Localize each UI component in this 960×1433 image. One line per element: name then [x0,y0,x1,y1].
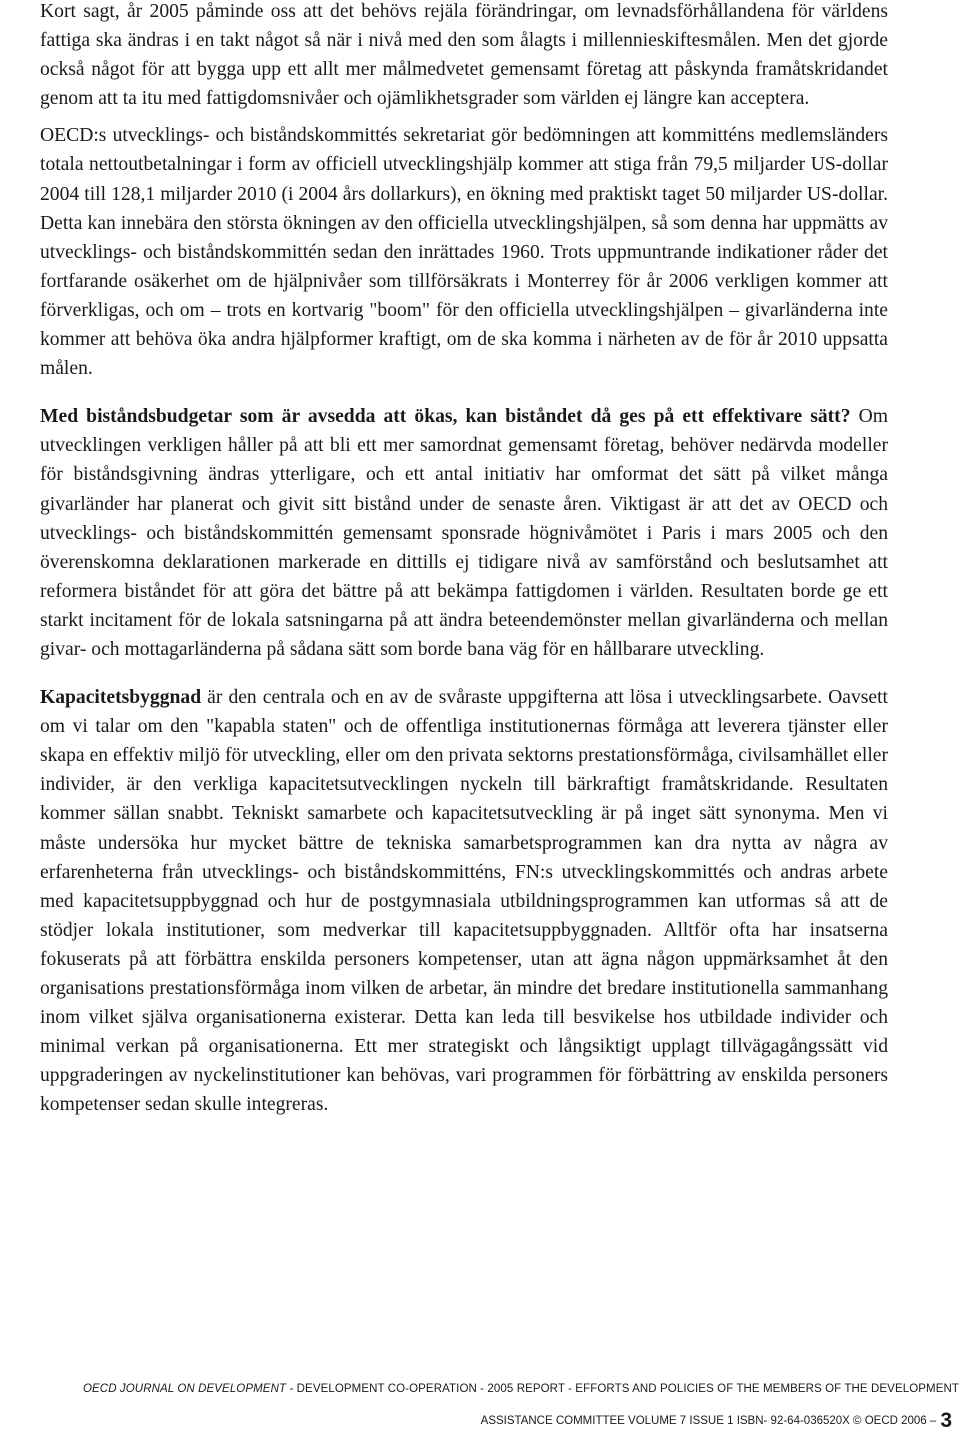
paragraph-lead-aid-effectiveness: Med biståndsbudgetar som är avsedda att ökas, kan biståndet då ges på ett effektivare sätt? [40,406,851,428]
page-footer-line-1 [0,1383,960,1395]
paragraph-capacity-building [40,683,888,1119]
page-number: 3 [940,1409,952,1432]
paragraph-lead-capacity-building: Kapacitetsbyggnad [40,687,202,709]
footer-journal-name: OECD JOURNAL ON DEVELOPMENT - [82,1383,294,1395]
page-footer-line-2 [0,1409,960,1433]
paragraph-body-aid-effectiveness: Om utvecklingen verkligen håller på att bli ett mer samordnat gemensamt företag, behöver nedärvda modeller för biståndsgivning ändras ytterligare, och ett antal initiativ har omformat det sätt på vilket många givarländer har planerat och givit sitt bistånd under de senaste åren. Viktigast är att det av OECD och utvecklings- och biståndskommittén gemensamt sponsrade högnivåmötet i Paris i mars 2005 och den överenskomna deklarationen markerade en dittills ej tidigare nivå av samförstånd och beslutsamhet att reformera biståndet för att göra det bättre på att bekämpa fattigdomen i världen. Resultaten borde ge ett starkt incitament för de lokala satsningarna på att ändra beteendemönster mellan givarländerna och mellan givar- och mottagarländerna på sådana sätt som borde bana väg för en hållbarare utveckling. [40,406,888,660]
paragraph-body-capacity-building: är den centrala och en av de svåraste uppgifterna att lösa i utvecklingsarbete. Oavsett om vi talar om den "kapabla staten" och de offentliga institutionernas förmåga att leverera tjänster eller skapa en effektiv miljö för utveckling, eller om den privata sektorns prestationsförmåga, civilsamhället eller individer, är den verkliga kapacitetsutvecklingen nyckeln till bärkraftigt framåtskridande. Resultaten kommer sällan snabbt. Tekniskt samarbete och kapacitetsutveckling är på inget sätt synonyma. Men vi måste undersöka hur mycket bättre de tekniska samarbetsprogrammen kan dra nytta av några av erfarenheterna från utvecklings- och biståndskommitténs, FN:s utvecklingskommittés och andras arbete med kapacitetsuppbyggnad och hur de postgymnasiala utbildningsprogrammen kan utformas så att de stödjer lokala institutioner, som medverkar till kapacitetsuppbyggnaden. Alltför ofta har insatserna fokuserats på att förbättra enskilda personers kompetenser, utan att ägna någon uppmärksamhet åt den organisations prestationsförmåga inom vilken de arbetar, än mindre det bredare institutionella sammanhang inom vilket själva organisationerna existerar. Detta kan leda till besvikelse hos utbildade individer och minimal verkan på organisationerna. Ett mer strategiskt och långsiktigt upplagt tillvägagångssätt vid uppgraderingen av nyckelinstitutioner kan behövas, vari programmen för förbättring av enskilda personers kompetenser sedan skulle integreras. [40,687,888,1116]
footer-report-title: DEVELOPMENT CO-OPERATION - 2005 REPORT - EFFORTS AND POLICIES OF THE MEMBERS OF THE DEVELOPMENT [293,1383,959,1395]
paragraph-summary-2005: Kort sagt, år 2005 påminde oss att det behövs rejäla förändringar, om levnadsförhållandena för världens fattiga ska ändras i en takt något så när i nivå med den som ålagts i millennieskiftesmålen. Men det gjorde också något för att bygga upp ett allt mer målmedvetet gemensamt företag att påskynda framåtskridandet genom att ta itu med fattigdomsnivåer och ojämlikhetsgrader som världen ej längre kan acceptera. [40,1,888,110]
document-body [40,0,888,1119]
paragraph-oecd-assessment: OECD:s utvecklings- och biståndskommittés sekretariat gör bedömningen att kommitténs medlemsländers totala nettoutbetalningar i form av officiell utvecklingshjälp kommer att stiga från 79,5 miljarder US-dollar 2004 till 128,1 miljarder 2010 (i 2004 års dollarkurs), en ökning med praktiskt taget 50 miljarder US-dollar. Detta kan innebära den största ökningen av den officiella utvecklingshjälpen, så som denna har uppmätts av utvecklings- och biståndskommittén sedan den inrättades 1960. Trots uppmuntrande indikationer råder det fortfarande osäkerhet om de hjälpnivåer som tillförsäkrats i Monterrey för år 2006 verkligen kommer att förverkligas, och om – trots en kortvarig "boom" för den officiella utvecklingshjälpen – givarländerna inte kommer att behöva öka andra hjälpformer kraftigt, om de ska komma i närheten av de för år 2010 uppsatta målen. [40,125,888,380]
footer-publication-info: ASSISTANCE COMMITTEE VOLUME 7 ISSUE 1 ISBN- 92-64-036520X © OECD 2006 – [480,1415,937,1427]
paragraph-aid-effectiveness [40,402,888,664]
